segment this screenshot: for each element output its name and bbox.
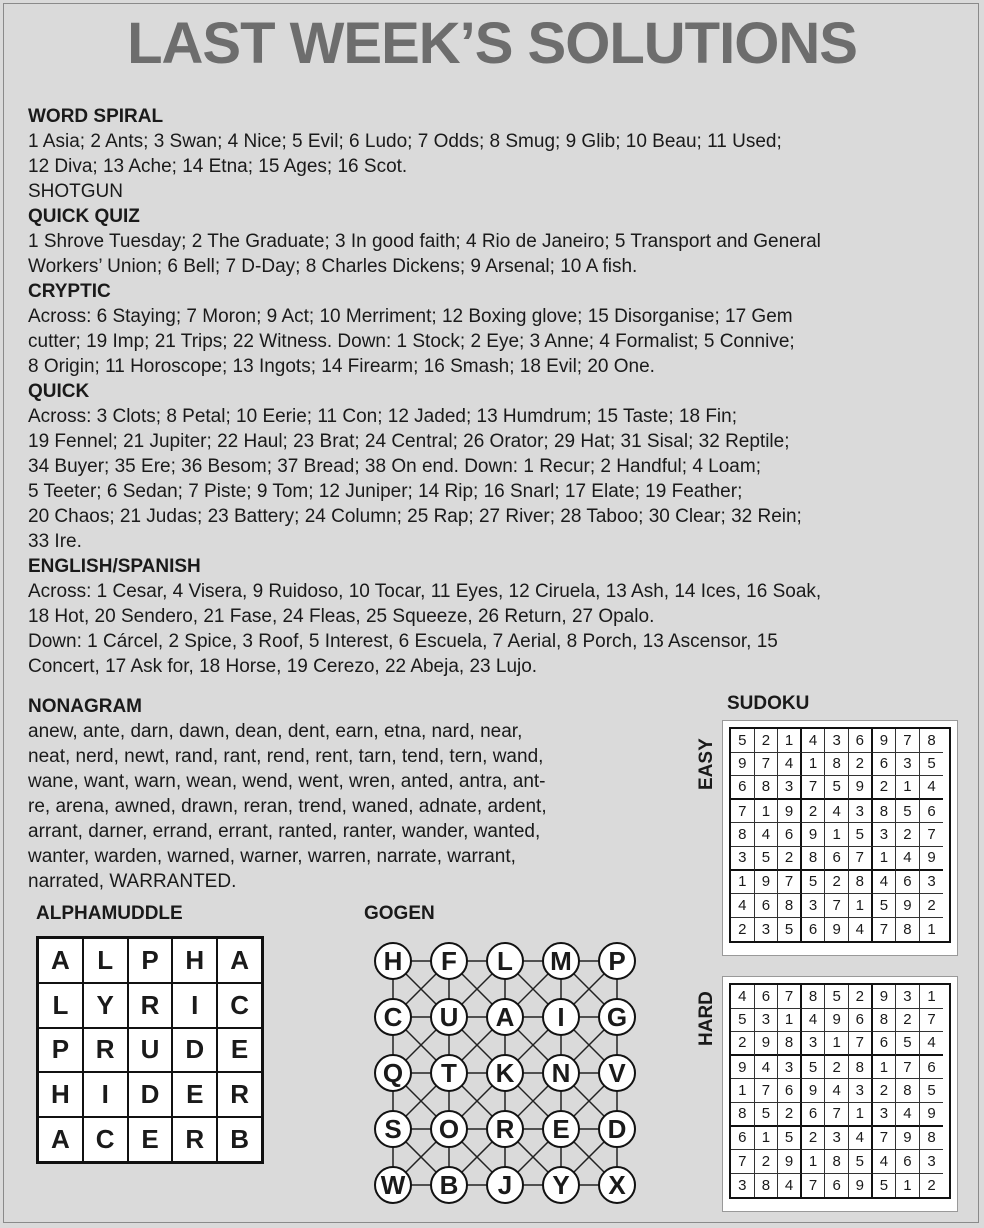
- sudoku-cell: 2: [896, 823, 920, 847]
- alphamuddle-cell: A: [38, 938, 83, 983]
- nonagram-line: wanter, warden, warned, warner, warren, narrate, warrant,: [28, 846, 516, 867]
- gogen-letter: C: [374, 998, 412, 1036]
- nonagram-line: anew, ante, darn, dawn, dean, dent, earn, etna, nard, near,: [28, 721, 523, 742]
- sudoku-cell: 6: [849, 729, 873, 753]
- sudoku-cell: 1: [873, 1056, 897, 1080]
- sudoku-cell: 3: [802, 894, 826, 918]
- sudoku-cell: 7: [825, 1103, 849, 1127]
- sudoku-cell: 8: [778, 1032, 802, 1056]
- sudoku-heading: SUDOKU: [727, 693, 810, 714]
- gogen-grid: [368, 936, 632, 1216]
- sudoku-cell: 1: [731, 1079, 755, 1103]
- sudoku-cell: 3: [755, 918, 779, 942]
- alphamuddle-cell: I: [83, 1072, 128, 1117]
- sudoku-cell: 6: [755, 894, 779, 918]
- nonagram-line: arrant, darner, errand, errant, ranted, ranter, wander, wanted,: [28, 821, 541, 842]
- sudoku-cell: 7: [755, 1079, 779, 1103]
- quick-heading: QUICK: [28, 381, 90, 402]
- sudoku-cell: 3: [778, 1056, 802, 1080]
- sudoku-cell: 8: [731, 1103, 755, 1127]
- sudoku-cell: 4: [920, 776, 944, 800]
- sudoku-cell: 8: [849, 871, 873, 895]
- sudoku-cell: 2: [920, 894, 944, 918]
- sudoku-cell: 2: [825, 1056, 849, 1080]
- sudoku-cell: 4: [731, 985, 755, 1009]
- sudoku-cell: 6: [778, 1079, 802, 1103]
- sudoku-cell: 8: [849, 1056, 873, 1080]
- sudoku-cell: 6: [849, 1009, 873, 1033]
- gogen-letter: I: [542, 998, 580, 1036]
- sudoku-cell: 3: [825, 1127, 849, 1151]
- sudoku-cell: 9: [849, 776, 873, 800]
- gogen-letter: T: [430, 1054, 468, 1092]
- sudoku-cell: 2: [825, 871, 849, 895]
- sudoku-cell: 5: [731, 729, 755, 753]
- sudoku-cell: 1: [896, 1174, 920, 1198]
- alphamuddle-cell: E: [128, 1117, 173, 1162]
- gogen-letter: Y: [542, 1166, 580, 1204]
- sudoku-cell: 4: [849, 1127, 873, 1151]
- sudoku-cell: 6: [778, 823, 802, 847]
- sudoku-cell: 7: [873, 918, 897, 942]
- sudoku-cell: 5: [802, 871, 826, 895]
- alphamuddle-cell: E: [172, 1072, 217, 1117]
- sudoku-cell: 2: [927, 1177, 936, 1195]
- sudoku-cell: 7: [896, 729, 920, 753]
- sudoku-cell: 5: [731, 1009, 755, 1033]
- sudoku-cell: 7: [825, 894, 849, 918]
- sudoku-easy: [722, 720, 958, 956]
- sudoku-cell: 5: [920, 753, 944, 777]
- sudoku-cell: 6: [731, 1127, 755, 1151]
- sudoku-cell: 4: [802, 1009, 826, 1033]
- solutions-text: [28, 104, 963, 679]
- sudoku-cell: 7: [873, 1127, 897, 1151]
- sudoku-cell: 1: [849, 1103, 873, 1127]
- sudoku-cell: 1: [778, 729, 802, 753]
- alphamuddle-cell: H: [38, 1072, 83, 1117]
- sudoku-cell: 4: [755, 823, 779, 847]
- gogen-letter: D: [598, 1110, 636, 1148]
- sudoku-cell: 5: [873, 1174, 897, 1198]
- sudoku-cell: 7: [778, 985, 802, 1009]
- sudoku-cell: 2: [778, 1103, 802, 1127]
- sudoku-cell: 9: [849, 1174, 873, 1198]
- alphamuddle-cell: C: [83, 1117, 128, 1162]
- cryptic-heading: CRYPTIC: [28, 281, 111, 302]
- sudoku-cell: 8: [755, 1174, 779, 1198]
- sudoku-cell: 9: [802, 1079, 826, 1103]
- sudoku-cell: 8: [896, 918, 920, 942]
- sudoku-cell: 9: [825, 1009, 849, 1033]
- gogen-letter: O: [430, 1110, 468, 1148]
- sudoku-cell: 5: [920, 1079, 944, 1103]
- sudoku-cell: 9: [825, 918, 849, 942]
- sudoku-cell: 9: [755, 1032, 779, 1056]
- alphamuddle-cell: R: [217, 1072, 262, 1117]
- sudoku-cell: 5: [825, 776, 849, 800]
- sudoku-cell: 4: [873, 1150, 897, 1174]
- sudoku-hard: [722, 976, 958, 1212]
- word-spiral-line: 12 Diva; 13 Ache; 14 Etna; 15 Ages; 16 Scot.: [28, 156, 408, 177]
- quick-line: 5 Teeter; 6 Sedan; 7 Piste; 9 Tom; 12 Juniper; 14 Rip; 16 Snarl; 17 Elate; 19 Feather;: [28, 481, 743, 502]
- sudoku-cell: 2: [896, 1009, 920, 1033]
- sudoku-cell: 2: [778, 847, 802, 871]
- alphamuddle-cell: U: [128, 1028, 173, 1073]
- sudoku-cell: 2: [755, 1150, 779, 1174]
- sudoku-cell: 4: [896, 1103, 920, 1127]
- sudoku-cell: 1: [927, 921, 936, 939]
- sudoku-cell: 8: [778, 894, 802, 918]
- alphamuddle-cell: A: [38, 1117, 83, 1162]
- alphamuddle-cell: D: [172, 1028, 217, 1073]
- alphamuddle-cell: A: [217, 938, 262, 983]
- sudoku-hard-label: HARD: [696, 991, 717, 1046]
- sudoku-cell: 2: [849, 753, 873, 777]
- sudoku-cell: 8: [825, 753, 849, 777]
- sudoku-cell: 9: [920, 1103, 944, 1127]
- sudoku-cell: 1: [802, 753, 826, 777]
- alphamuddle-cell: C: [217, 983, 262, 1028]
- sudoku-cell: 5: [825, 985, 849, 1009]
- sudoku-cell: 1: [825, 823, 849, 847]
- sudoku-cell: 3: [920, 871, 944, 895]
- alphamuddle-cell: R: [83, 1028, 128, 1073]
- sudoku-easy-label: EASY: [696, 738, 717, 790]
- english-spanish-line: 18 Hot, 20 Sendero, 21 Fase, 24 Fleas, 25 Squeeze, 26 Return, 27 Opalo.: [28, 606, 655, 627]
- sudoku-cell: 2: [873, 776, 897, 800]
- sudoku-cell: 5: [778, 1127, 802, 1151]
- alphamuddle-grid: [36, 936, 264, 1164]
- alphamuddle-cell: L: [38, 983, 83, 1028]
- gogen-letter: S: [374, 1110, 412, 1148]
- sudoku-cell: 2: [802, 1127, 826, 1151]
- gogen-letter: V: [598, 1054, 636, 1092]
- sudoku-cell: 4: [778, 753, 802, 777]
- alphamuddle-cell: H: [172, 938, 217, 983]
- gogen-heading: GOGEN: [364, 903, 435, 924]
- sudoku-cell: 7: [920, 823, 944, 847]
- sudoku-cell: 6: [731, 776, 755, 800]
- quick-line: Across: 3 Clots; 8 Petal; 10 Eerie; 11 Con; 12 Jaded; 13 Humdrum; 15 Taste; 18 Fin;: [28, 406, 738, 427]
- cryptic-line: cutter; 19 Imp; 21 Trips; 22 Witness. Down: 1 Stock; 2 Eye; 3 Anne; 4 Formalist; 5 Connive;: [28, 331, 795, 352]
- sudoku-cell: 8: [731, 823, 755, 847]
- sudoku-cell: 8: [802, 985, 826, 1009]
- quick-line: 19 Fennel; 21 Jupiter; 22 Haul; 23 Brat; 24 Central; 26 Orator; 29 Hat; 31 Sisal; 32 Reptile;: [28, 431, 790, 452]
- gogen-letter: E: [542, 1110, 580, 1148]
- gogen-letter: H: [374, 942, 412, 980]
- gogen-letter: G: [598, 998, 636, 1036]
- sudoku-cell: 6: [755, 985, 779, 1009]
- quick-quiz-line: Workers’ Union; 6 Bell; 7 D-Day; 8 Charles Dickens; 9 Arsenal; 10 A fish.: [28, 256, 638, 277]
- alphamuddle-cell: R: [128, 983, 173, 1028]
- sudoku-cell: 6: [802, 1103, 826, 1127]
- sudoku-cell: 5: [896, 800, 920, 824]
- sudoku-cell: 4: [896, 847, 920, 871]
- sudoku-cell: 3: [849, 800, 873, 824]
- sudoku-cell: 1: [755, 800, 779, 824]
- quick-line: 34 Buyer; 35 Ere; 36 Besom; 37 Bread; 38 On end. Down: 1 Recur; 2 Handful; 4 Loam;: [28, 456, 761, 477]
- sudoku-cell: 7: [731, 1150, 755, 1174]
- sudoku-cell: 4: [873, 871, 897, 895]
- sudoku-cell: 9: [873, 729, 897, 753]
- sudoku-cell: 4: [802, 729, 826, 753]
- gogen-letter: Q: [374, 1054, 412, 1092]
- sudoku-cell: 3: [755, 1009, 779, 1033]
- sudoku-cell: 9: [873, 985, 897, 1009]
- sudoku-cell: 8: [802, 847, 826, 871]
- sudoku-cell: 4: [755, 1056, 779, 1080]
- word-spiral-line: SHOTGUN: [28, 181, 123, 202]
- sudoku-cell: 3: [873, 823, 897, 847]
- english-spanish-line: Concert, 17 Ask for, 18 Horse, 19 Cerezo, 22 Abeja, 23 Lujo.: [28, 656, 538, 677]
- sudoku-cell: 2: [849, 985, 873, 1009]
- english-spanish-heading: ENGLISH/SPANISH: [28, 556, 201, 577]
- sudoku-cell: 7: [802, 1174, 826, 1198]
- sudoku-cell: 8: [825, 1150, 849, 1174]
- sudoku-hard-grid: [729, 983, 951, 1199]
- quick-line: 20 Chaos; 21 Judas; 23 Battery; 24 Column; 25 Rap; 27 River; 28 Taboo; 30 Clear; 32 Rein;: [28, 506, 802, 527]
- sudoku-cell: 9: [802, 823, 826, 847]
- sudoku-cell: 2: [802, 800, 826, 824]
- sudoku-cell: 1: [825, 1032, 849, 1056]
- alphamuddle-cell: E: [217, 1028, 262, 1073]
- sudoku-cell: 3: [731, 1174, 755, 1198]
- sudoku-cell: 7: [755, 753, 779, 777]
- sudoku-cell: 5: [873, 894, 897, 918]
- sudoku-cell: 3: [778, 776, 802, 800]
- alphamuddle-cell: P: [38, 1028, 83, 1073]
- sudoku-cell: 6: [873, 753, 897, 777]
- sudoku-cell: 2: [731, 918, 755, 942]
- sudoku-cell: 5: [755, 1103, 779, 1127]
- sudoku-cell: 1: [896, 776, 920, 800]
- gogen-letter: L: [486, 942, 524, 980]
- sudoku-cell: 6: [896, 1150, 920, 1174]
- sudoku-cell: 8: [920, 729, 944, 753]
- gogen-letter: P: [598, 942, 636, 980]
- sudoku-cell: 7: [849, 847, 873, 871]
- sudoku-cell: 3: [896, 753, 920, 777]
- sudoku-cell: 9: [731, 753, 755, 777]
- alphamuddle-cell: L: [83, 938, 128, 983]
- alphamuddle-cell: P: [128, 938, 173, 983]
- english-spanish-line: Down: 1 Cárcel, 2 Spice, 3 Roof, 5 Interest, 6 Escuela, 7 Aerial, 8 Porch, 13 Ascensor, 15: [28, 631, 778, 652]
- sudoku-cell: 8: [873, 800, 897, 824]
- nonagram-line: wane, want, warn, wean, wend, went, wren, anted, antra, ant-: [28, 771, 546, 792]
- sudoku-cell: 5: [778, 918, 802, 942]
- sudoku-cell: 4: [920, 1032, 944, 1056]
- sudoku-cell: 3: [731, 847, 755, 871]
- nonagram-line: narrated, WARRANTED.: [28, 871, 237, 892]
- sudoku-easy-grid: [729, 727, 951, 943]
- quick-quiz-heading: QUICK QUIZ: [28, 206, 140, 227]
- sudoku-cell: 7: [849, 1032, 873, 1056]
- sudoku-cell: 7: [896, 1056, 920, 1080]
- sudoku-cell: 9: [896, 894, 920, 918]
- alphamuddle-cell: I: [172, 983, 217, 1028]
- sudoku-cell: 6: [920, 1056, 944, 1080]
- sudoku-cell: 6: [920, 800, 944, 824]
- sudoku-cell: 4: [731, 894, 755, 918]
- sudoku-cell: 8: [755, 776, 779, 800]
- nonagram-heading: NONAGRAM: [28, 696, 142, 717]
- alphamuddle-cell: B: [217, 1117, 262, 1162]
- gogen-letter: W: [374, 1166, 412, 1204]
- sudoku-cell: 4: [849, 918, 873, 942]
- sudoku-cell: 1: [849, 894, 873, 918]
- sudoku-cell: 1: [731, 871, 755, 895]
- sudoku-cell: 4: [778, 1174, 802, 1198]
- gogen-letter: J: [486, 1166, 524, 1204]
- sudoku-cell: 6: [873, 1032, 897, 1056]
- sudoku-cell: 5: [896, 1032, 920, 1056]
- sudoku-cell: 6: [896, 871, 920, 895]
- gogen-letter: R: [486, 1110, 524, 1148]
- sudoku-cell: 2: [755, 729, 779, 753]
- sudoku-cell: 8: [873, 1009, 897, 1033]
- english-spanish-line: Across: 1 Cesar, 4 Visera, 9 Ruidoso, 10 Tocar, 11 Eyes, 12 Ciruela, 13 Ash, 14 Ices, 16 Soak,: [28, 581, 822, 602]
- sudoku-cell: 1: [920, 985, 944, 1009]
- alphamuddle-heading: ALPHAMUDDLE: [36, 903, 183, 924]
- sudoku-cell: 9: [778, 1150, 802, 1174]
- sudoku-cell: 8: [896, 1079, 920, 1103]
- nonagram-line: re, arena, awned, drawn, reran, trend, waned, adnate, ardent,: [28, 796, 547, 817]
- gogen-letter: X: [598, 1166, 636, 1204]
- quick-quiz-line: 1 Shrove Tuesday; 2 The Graduate; 3 In good faith; 4 Rio de Janeiro; 5 Transport and General: [28, 231, 821, 252]
- gogen-letter: F: [430, 942, 468, 980]
- sudoku-cell: 3: [920, 1150, 944, 1174]
- word-spiral-line: 1 Asia; 2 Ants; 3 Swan; 4 Nice; 5 Evil; 6 Ludo; 7 Odds; 8 Smug; 9 Glib; 10 Beau; 11 Used;: [28, 131, 782, 152]
- sudoku-cell: 8: [920, 1127, 944, 1151]
- sudoku-cell: 3: [896, 985, 920, 1009]
- gogen-letter: K: [486, 1054, 524, 1092]
- sudoku-cell: 5: [849, 1150, 873, 1174]
- cryptic-line: Across: 6 Staying; 7 Moron; 9 Act; 10 Merriment; 12 Boxing glove; 15 Disorganise; 17 Gem: [28, 306, 793, 327]
- sudoku-cell: 2: [873, 1079, 897, 1103]
- sudoku-cell: 9: [755, 871, 779, 895]
- alphamuddle-cell: D: [128, 1072, 173, 1117]
- quick-line: 33 Ire.: [28, 531, 82, 552]
- sudoku-cell: 7: [778, 871, 802, 895]
- sudoku-cell: 5: [755, 847, 779, 871]
- gogen-letter: M: [542, 942, 580, 980]
- sudoku-cell: 2: [731, 1032, 755, 1056]
- alphamuddle-cell: R: [172, 1117, 217, 1162]
- nonagram-section: [28, 694, 658, 894]
- sudoku-cell: 9: [778, 800, 802, 824]
- sudoku-cell: 1: [802, 1150, 826, 1174]
- sudoku-cell: 1: [778, 1009, 802, 1033]
- sudoku-cell: 3: [825, 729, 849, 753]
- sudoku-cell: 3: [802, 1032, 826, 1056]
- sudoku-cell: 6: [802, 918, 826, 942]
- page-title: LAST WEEK’S SOLUTIONS: [127, 11, 857, 76]
- sudoku-cell: 6: [825, 1174, 849, 1198]
- sudoku-cell: 4: [825, 800, 849, 824]
- gogen-letter: U: [430, 998, 468, 1036]
- sudoku-cell: 7: [802, 776, 826, 800]
- sudoku-cell: 4: [825, 1079, 849, 1103]
- word-spiral-heading: WORD SPIRAL: [28, 106, 164, 127]
- gogen-letter: B: [430, 1166, 468, 1204]
- sudoku-cell: 9: [731, 1056, 755, 1080]
- sudoku-cell: 3: [873, 1103, 897, 1127]
- gogen-letter: A: [486, 998, 524, 1036]
- sudoku-cell: 3: [849, 1079, 873, 1103]
- sudoku-cell: 6: [825, 847, 849, 871]
- nonagram-line: neat, nerd, newt, rand, rant, rend, rent, tarn, tend, tern, wand,: [28, 746, 544, 767]
- gogen-letter: N: [542, 1054, 580, 1092]
- sudoku-cell: 5: [802, 1056, 826, 1080]
- sudoku-cell: 1: [873, 847, 897, 871]
- alphamuddle-cell: Y: [83, 983, 128, 1028]
- sudoku-cell: 5: [849, 823, 873, 847]
- sudoku-cell: 9: [896, 1127, 920, 1151]
- sudoku-cell: 9: [920, 847, 944, 871]
- sudoku-cell: 1: [755, 1127, 779, 1151]
- cryptic-line: 8 Origin; 11 Horoscope; 13 Ingots; 14 Firearm; 16 Smash; 18 Evil; 20 One.: [28, 356, 655, 377]
- sudoku-cell: 7: [731, 800, 755, 824]
- sudoku-cell: 7: [920, 1009, 944, 1033]
